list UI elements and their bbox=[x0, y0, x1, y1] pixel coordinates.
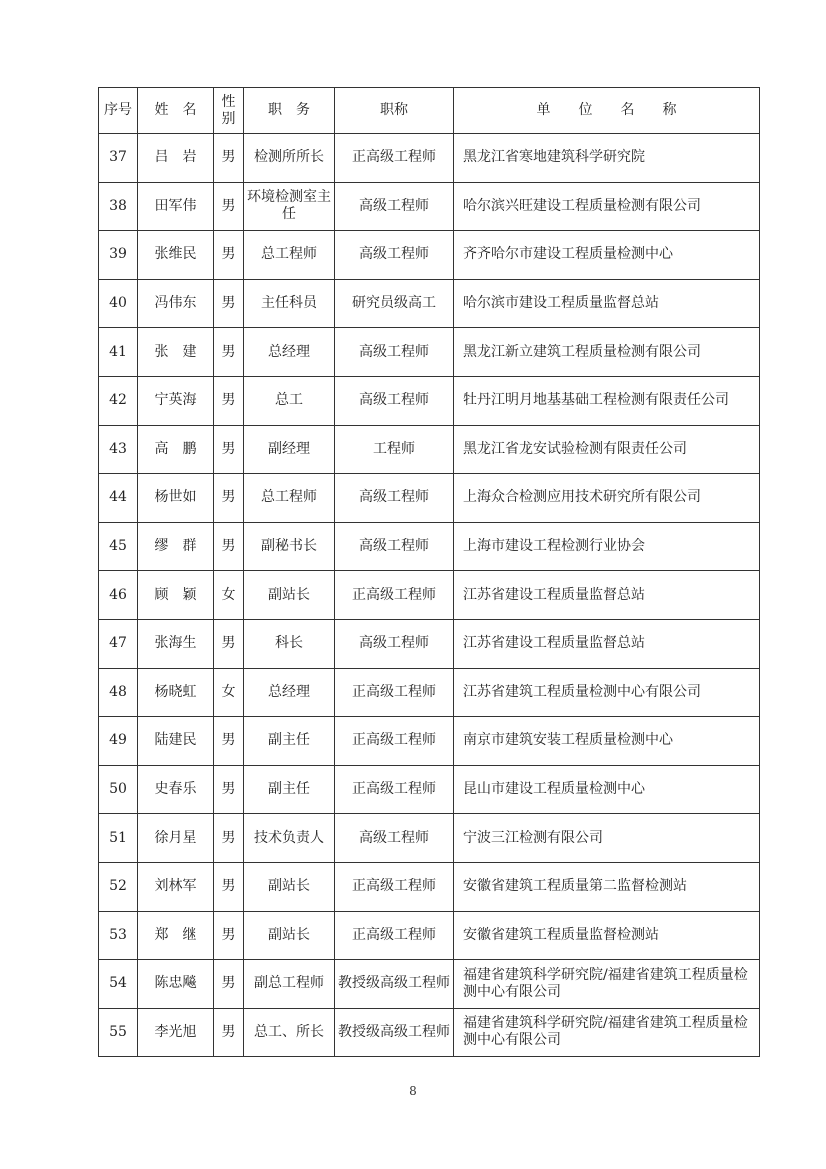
cell-position: 主任科员 bbox=[244, 279, 335, 328]
cell-gender: 男 bbox=[214, 765, 244, 814]
cell-gender: 男 bbox=[214, 1008, 244, 1057]
cell-position: 总经理 bbox=[244, 328, 335, 377]
cell-unit: 福建省建筑科学研究院/福建省建筑工程质量检测中心有限公司 bbox=[454, 960, 760, 1009]
cell-gender: 男 bbox=[214, 279, 244, 328]
cell-name: 陆建民 bbox=[138, 717, 214, 766]
cell-unit: 上海市建设工程检测行业协会 bbox=[454, 522, 760, 571]
cell-gender: 男 bbox=[214, 474, 244, 523]
cell-position: 技术负责人 bbox=[244, 814, 335, 863]
table-row bbox=[99, 134, 760, 183]
cell-no: 52 bbox=[99, 862, 138, 911]
table-row bbox=[99, 668, 760, 717]
cell-position: 副站长 bbox=[244, 571, 335, 620]
cell-position: 副经理 bbox=[244, 425, 335, 474]
cell-gender: 女 bbox=[214, 668, 244, 717]
cell-title: 正高级工程师 bbox=[335, 571, 454, 620]
cell-unit: 南京市建筑安装工程质量检测中心 bbox=[454, 717, 760, 766]
cell-no: 43 bbox=[99, 425, 138, 474]
table-header-row bbox=[99, 88, 760, 134]
cell-no: 53 bbox=[99, 911, 138, 960]
header-title: 职称 bbox=[335, 88, 454, 134]
cell-gender: 男 bbox=[214, 911, 244, 960]
cell-no: 41 bbox=[99, 328, 138, 377]
cell-position: 副秘书长 bbox=[244, 522, 335, 571]
cell-title: 正高级工程师 bbox=[335, 765, 454, 814]
cell-no: 38 bbox=[99, 182, 138, 231]
cell-unit: 安徽省建筑工程质量监督检测站 bbox=[454, 911, 760, 960]
cell-gender: 男 bbox=[214, 425, 244, 474]
cell-no: 45 bbox=[99, 522, 138, 571]
cell-gender: 男 bbox=[214, 862, 244, 911]
cell-position: 总工程师 bbox=[244, 474, 335, 523]
cell-position: 总工、所长 bbox=[244, 1008, 335, 1057]
header-unit: 单 位 名 称 bbox=[454, 88, 760, 134]
cell-position: 总经理 bbox=[244, 668, 335, 717]
cell-name: 缪 群 bbox=[138, 522, 214, 571]
cell-no: 42 bbox=[99, 376, 138, 425]
header-no: 序号 bbox=[99, 88, 138, 134]
cell-no: 40 bbox=[99, 279, 138, 328]
cell-position: 副主任 bbox=[244, 717, 335, 766]
table-row bbox=[99, 279, 760, 328]
cell-name: 张 建 bbox=[138, 328, 214, 377]
cell-position: 总工程师 bbox=[244, 231, 335, 280]
cell-position: 副主任 bbox=[244, 765, 335, 814]
cell-no: 48 bbox=[99, 668, 138, 717]
cell-name: 史春乐 bbox=[138, 765, 214, 814]
table-row bbox=[99, 182, 760, 231]
cell-title: 高级工程师 bbox=[335, 619, 454, 668]
cell-unit: 昆山市建设工程质量检测中心 bbox=[454, 765, 760, 814]
cell-name: 杨世如 bbox=[138, 474, 214, 523]
page-number: 8 bbox=[409, 1084, 417, 1098]
table-row bbox=[99, 376, 760, 425]
cell-gender: 男 bbox=[214, 960, 244, 1009]
table-body bbox=[99, 134, 760, 1057]
cell-title: 研究员级高工 bbox=[335, 279, 454, 328]
cell-unit: 安徽省建筑工程质量第二监督检测站 bbox=[454, 862, 760, 911]
table-row bbox=[99, 571, 760, 620]
cell-name: 郑 继 bbox=[138, 911, 214, 960]
cell-gender: 女 bbox=[214, 571, 244, 620]
table-row bbox=[99, 717, 760, 766]
cell-unit: 黑龙江省寒地建筑科学研究院 bbox=[454, 134, 760, 183]
cell-title: 教授级高级工程师 bbox=[335, 1008, 454, 1057]
cell-no: 54 bbox=[99, 960, 138, 1009]
table-row bbox=[99, 425, 760, 474]
cell-name: 陈忠飚 bbox=[138, 960, 214, 1009]
cell-name: 张维民 bbox=[138, 231, 214, 280]
table-row bbox=[99, 960, 760, 1009]
cell-title: 教授级高级工程师 bbox=[335, 960, 454, 1009]
cell-title: 高级工程师 bbox=[335, 474, 454, 523]
cell-unit: 江苏省建筑工程质量检测中心有限公司 bbox=[454, 668, 760, 717]
cell-title: 正高级工程师 bbox=[335, 862, 454, 911]
cell-name: 吕 岩 bbox=[138, 134, 214, 183]
cell-title: 正高级工程师 bbox=[335, 134, 454, 183]
cell-position: 科长 bbox=[244, 619, 335, 668]
cell-no: 46 bbox=[99, 571, 138, 620]
cell-gender: 男 bbox=[214, 328, 244, 377]
cell-title: 正高级工程师 bbox=[335, 668, 454, 717]
cell-name: 高 鹏 bbox=[138, 425, 214, 474]
cell-position: 副站长 bbox=[244, 911, 335, 960]
cell-no: 47 bbox=[99, 619, 138, 668]
cell-title: 高级工程师 bbox=[335, 231, 454, 280]
cell-no: 37 bbox=[99, 134, 138, 183]
cell-name: 冯伟东 bbox=[138, 279, 214, 328]
cell-name: 李光旭 bbox=[138, 1008, 214, 1057]
table-row bbox=[99, 814, 760, 863]
cell-name: 田军伟 bbox=[138, 182, 214, 231]
cell-title: 正高级工程师 bbox=[335, 911, 454, 960]
table-row bbox=[99, 231, 760, 280]
cell-position: 检测所所长 bbox=[244, 134, 335, 183]
table-row bbox=[99, 619, 760, 668]
cell-gender: 男 bbox=[214, 134, 244, 183]
cell-gender: 男 bbox=[214, 522, 244, 571]
cell-unit: 哈尔滨市建设工程质量监督总站 bbox=[454, 279, 760, 328]
cell-no: 51 bbox=[99, 814, 138, 863]
cell-no: 39 bbox=[99, 231, 138, 280]
cell-gender: 男 bbox=[214, 814, 244, 863]
header-position: 职 务 bbox=[244, 88, 335, 134]
cell-title: 工程师 bbox=[335, 425, 454, 474]
personnel-table bbox=[98, 87, 760, 1057]
cell-gender: 男 bbox=[214, 619, 244, 668]
cell-name: 杨晓虹 bbox=[138, 668, 214, 717]
table-row bbox=[99, 1008, 760, 1057]
cell-position: 环境检测室主任 bbox=[244, 182, 335, 231]
cell-unit: 哈尔滨兴旺建设工程质量检测有限公司 bbox=[454, 182, 760, 231]
header-name: 姓 名 bbox=[138, 88, 214, 134]
cell-unit: 江苏省建设工程质量监督总站 bbox=[454, 619, 760, 668]
cell-no: 49 bbox=[99, 717, 138, 766]
table-row bbox=[99, 765, 760, 814]
cell-position: 副站长 bbox=[244, 862, 335, 911]
cell-name: 张海生 bbox=[138, 619, 214, 668]
table-row bbox=[99, 862, 760, 911]
table-row bbox=[99, 474, 760, 523]
cell-no: 44 bbox=[99, 474, 138, 523]
header-gender: 性别 bbox=[214, 88, 244, 134]
cell-title: 高级工程师 bbox=[335, 182, 454, 231]
cell-title: 高级工程师 bbox=[335, 814, 454, 863]
cell-unit: 齐齐哈尔市建设工程质量检测中心 bbox=[454, 231, 760, 280]
table-row bbox=[99, 522, 760, 571]
cell-unit: 宁波三江检测有限公司 bbox=[454, 814, 760, 863]
cell-name: 徐月星 bbox=[138, 814, 214, 863]
cell-unit: 江苏省建设工程质量监督总站 bbox=[454, 571, 760, 620]
cell-gender: 男 bbox=[214, 376, 244, 425]
cell-unit: 黑龙江省龙安试验检测有限责任公司 bbox=[454, 425, 760, 474]
cell-position: 总工 bbox=[244, 376, 335, 425]
cell-unit: 黑龙江新立建筑工程质量检测有限公司 bbox=[454, 328, 760, 377]
cell-no: 50 bbox=[99, 765, 138, 814]
cell-position: 副总工程师 bbox=[244, 960, 335, 1009]
cell-unit: 上海众合检测应用技术研究所有限公司 bbox=[454, 474, 760, 523]
cell-title: 高级工程师 bbox=[335, 328, 454, 377]
cell-gender: 男 bbox=[214, 717, 244, 766]
cell-name: 刘林军 bbox=[138, 862, 214, 911]
cell-title: 高级工程师 bbox=[335, 376, 454, 425]
cell-unit: 福建省建筑科学研究院/福建省建筑工程质量检测中心有限公司 bbox=[454, 1008, 760, 1057]
cell-title: 正高级工程师 bbox=[335, 717, 454, 766]
cell-gender: 男 bbox=[214, 231, 244, 280]
cell-gender: 男 bbox=[214, 182, 244, 231]
cell-no: 55 bbox=[99, 1008, 138, 1057]
table-row bbox=[99, 328, 760, 377]
table-row bbox=[99, 911, 760, 960]
cell-unit: 牡丹江明月地基基础工程检测有限责任公司 bbox=[454, 376, 760, 425]
cell-name: 顾 颖 bbox=[138, 571, 214, 620]
cell-name: 宁英海 bbox=[138, 376, 214, 425]
cell-title: 高级工程师 bbox=[335, 522, 454, 571]
